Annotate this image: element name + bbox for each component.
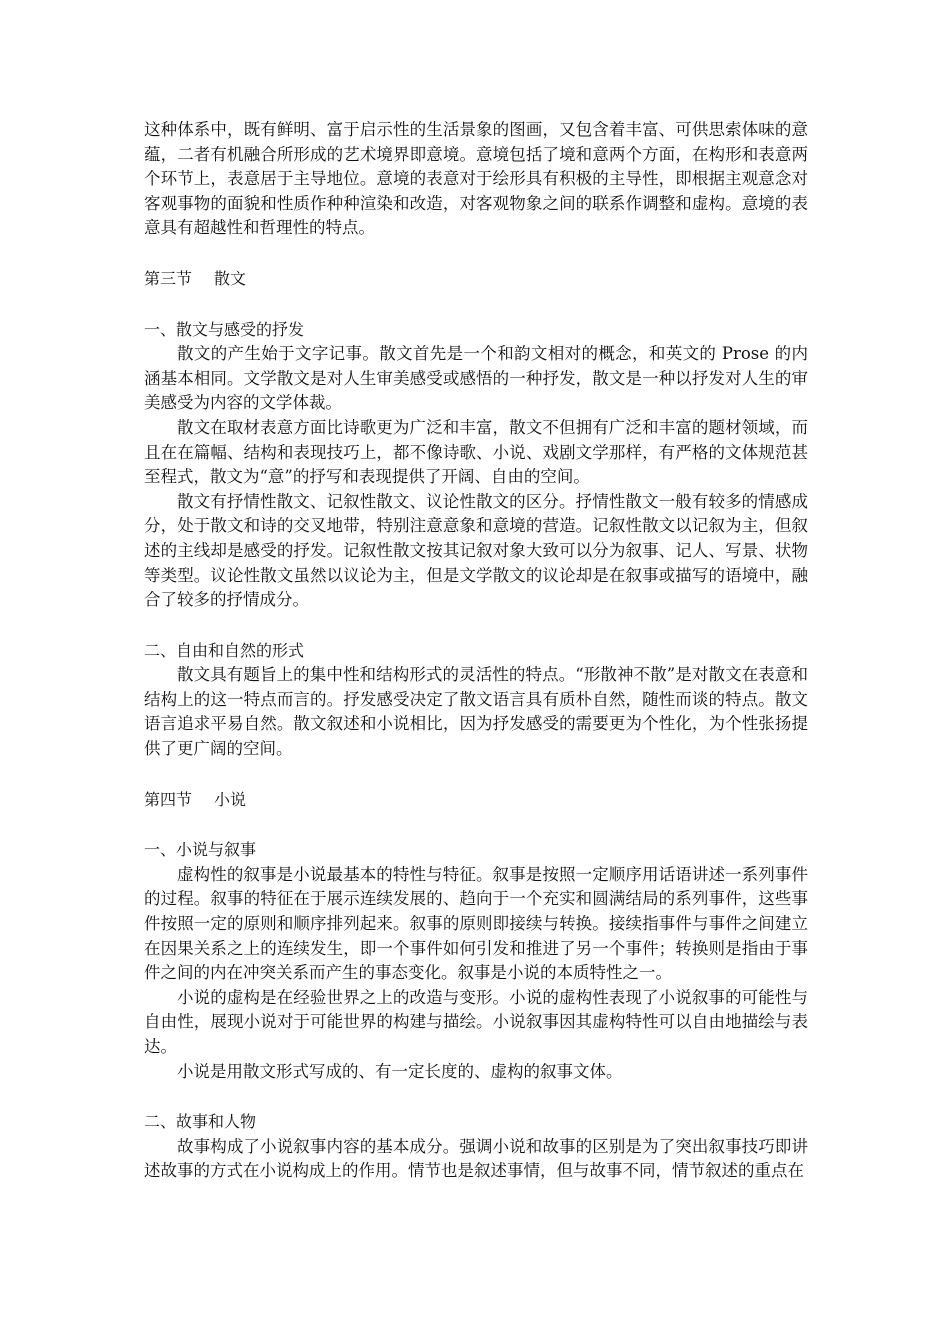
- section-4-heading: [144, 788, 808, 813]
- section-4-sub-1-heading: 一、小说与叙事: [144, 840, 257, 860]
- section-3-sub-1-paragraph-2: 散文在取材表意方面比诗歌更为广泛和丰富，散文不但拥有广泛和丰富的题材领域，而且在在篇幅、结构和表现技巧上，都不像诗歌、小说、戏剧文学那样，有严格的文体规范甚至程式，散文为“意”的抒写和表现提供了开阔、自由的空间。: [144, 417, 808, 487]
- section-3-number: 第三节: [144, 268, 193, 288]
- section-3-sub-1-heading: 一、散文与感受的抒发: [144, 319, 305, 339]
- page-content: [144, 118, 808, 1184]
- section-4-number: 第四节: [144, 789, 193, 809]
- section-3-sub-2-paragraph-1: 散文具有题旨上的集中性和结构形式的灵活性的特点。“形散神不散”是对散文在表意和结构上的这一特点而言的。抒发感受决定了散文语言具有质朴自然，随性而谈的特点。散文语言追求平易自然。散文叙述和小说相比，因为抒发感受的需要更为个性化，为个性张扬提供了更广阔的空间。: [144, 665, 808, 759]
- intro-paragraph: 这种体系中，既有鲜明、富于启示性的生活景象的图画，又包含着丰富、可供思索体味的意蕴，二者有机融合所形成的艺术境界即意境。意境包括了境和意两个方面，在构形和表意两个环节上，表意居于主导地位。意境的表意对于绘形具有积极的主导性，即根据主观意念对客观事物的面貌和性质作种种渲染和改造，对客观物象之间的联系作调整和虚构。意境的表意具有超越性和哲理性的特点。: [144, 120, 808, 238]
- section-4-sub-1-paragraph-2: 小说的虚构是在经验世界之上的改造与变形。小说的虚构性表现了小说叙事的可能性与自由性，展现小说对于可能世界的构建与描绘。小说叙事因其虚构特性可以自由地描绘与表达。: [144, 987, 808, 1056]
- section-3-sub-2-heading: 二、自由和自然的形式: [144, 640, 305, 660]
- section-4-sub-2-paragraph-1: 故事构成了小说叙事内容的基本成分。强调小说和故事的区别是为了突出叙事技巧即讲述故事的方式在小说构成上的作用。情节也是叙述事情，但与故事不同，情节叙述的重点在: [144, 1136, 808, 1181]
- section-4-sub-2-heading: 二、故事和人物: [144, 1112, 257, 1132]
- section-4-title: 小说: [214, 789, 247, 809]
- section-3-sub-1-paragraph-1: 散文的产生始于文字记事。散文首先是一个和韵文相对的概念，和英文的 Prose 的内涵基本相同。文学散文是对人生审美感受或感悟的一种抒发，散文是一种以抒发对人生的审美感受为内容的文学体裁。: [144, 344, 808, 413]
- section-3-sub-1-paragraph-3: 散文有抒情性散文、记叙性散文、议论性散文的区分。抒情性散文一般有较多的情感成分，处于散文和诗的交叉地带，特别注意意象和意境的营造。记叙性散文以记叙为主，但叙述的主线却是感受的抒发。记叙性散文按其记叙对象大致可以分为叙事、记人、写景、状物等类型。议论性散文虽然以议论为主，但是文学散文的议论却是在叙事或描写的语境中，融合了较多的抒情成分。: [144, 491, 808, 610]
- section-3-heading: [144, 267, 808, 292]
- section-4-sub-1-paragraph-3: 小说是用散文形式写成的、有一定长度的、虚构的叙事文体。: [177, 1061, 623, 1081]
- section-4-sub-1-paragraph-1: 虚构性的叙事是小说最基本的特性与特征。叙事是按照一定顺序用话语讲述一系列事件的过程。叙事的特征在于展示连续发展的、趋向于一个充实和圆满结局的系列事件，这些事件按照一定的原则和顺序排列起来。叙事的原则即接续与转换。接续指事件与事件之间建立在因果关系之上的连续发生，即一个事件如何引发和推进了另一个事件；转换则是指由于事件之间的内在冲突关系而产生的事态变化。叙事是小说的本质特性之一。: [144, 864, 808, 983]
- section-3-title: 散文: [214, 268, 247, 288]
